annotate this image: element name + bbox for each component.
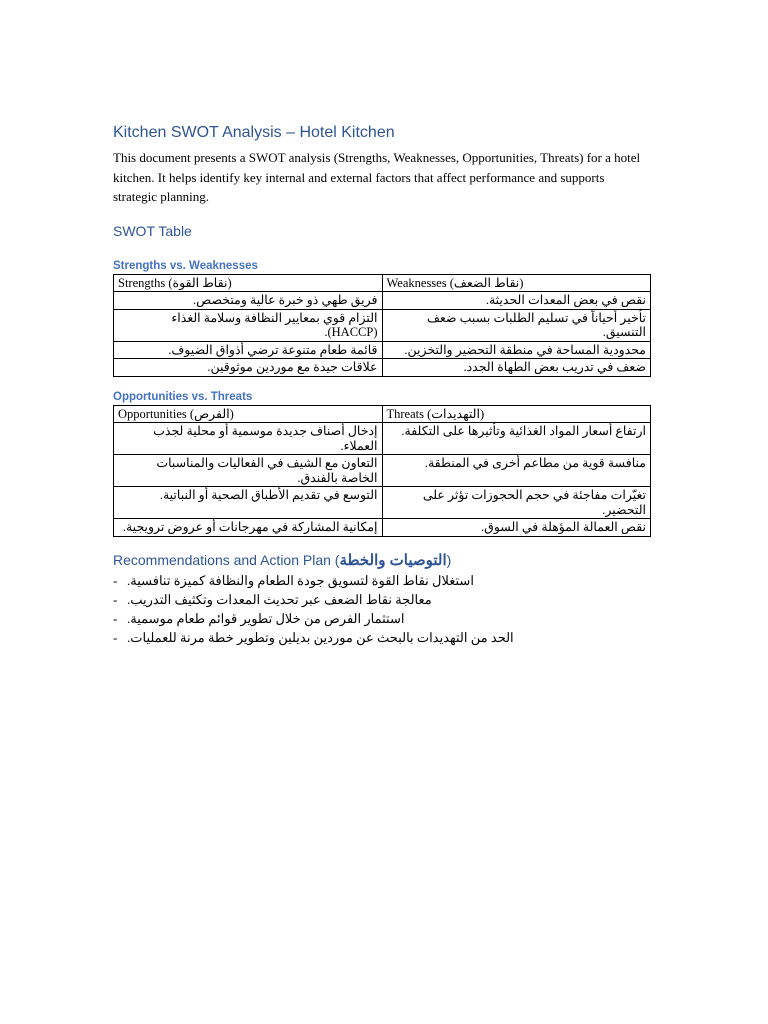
recommendation-text: استغلال نقاط القوة لتسويق جودة الطعام والنظافة كميزة تنافسية. [127,572,474,588]
threat-cell: تغيّرات مفاجئة في حجم الحجوزات تؤثر على التحضير. [382,487,651,519]
table-row [114,341,651,359]
threat-cell: ارتفاع أسعار المواد الغذائية وتأثيرها على التكلفة. [382,423,651,455]
opportunity-cell: إدخال أصناف جديدة موسمية أو محلية لجذب العملاء. [114,423,383,455]
list-dash: - [113,572,118,588]
opportunity-cell: التعاون مع الشيف في الفعاليات والمناسبات الخاصة بالفندق. [114,455,383,487]
strengths-weaknesses-heading: Strengths vs. Weaknesses [113,259,258,272]
table-row [114,423,651,455]
threats-header: Threats (التهديدات) [382,405,651,423]
strength-cell: علاقات جيدة مع موردين موثوقين. [114,359,383,377]
weakness-cell: محدودية المساحة في منطقة التحضير والتخزين. [382,341,651,359]
list-dash: - [113,629,118,645]
threat-cell: نقص العمالة المؤهلة في السوق. [382,519,651,537]
table-row [114,292,651,310]
weakness-cell: تأخير أحياناً في تسليم الطلبات بسبب ضعف التنسيق. [382,309,651,341]
list-item [113,609,651,628]
strength-cell: قائمة طعام متنوعة ترضي أذواق الضيوف. [114,341,383,359]
list-dash: - [113,610,118,626]
weaknesses-header: Weaknesses (نقاط الضعف) [382,274,651,292]
table-row [114,359,651,377]
recommendations-heading [113,551,651,569]
weakness-cell: نقص في بعض المعدات الحديثة. [382,292,651,310]
recommendations-heading-ar: التوصيات والخطة [339,551,447,569]
recommendations-list [113,571,651,647]
list-item [113,628,651,647]
recommendations-heading-en: Recommendations and Action Plan ( [113,551,340,568]
opportunity-cell: إمكانية المشاركة في مهرجانات أو عروض ترويجية. [114,519,383,537]
strengths-header: Strengths (نقاط القوة) [114,274,383,292]
recommendation-text: الحد من التهديدات بالبحث عن موردين بديلين وتطوير خطة مرنة للعمليات. [127,629,514,645]
list-item [113,571,651,590]
strengths-weaknesses-table [113,274,651,377]
opportunity-cell: التوسع في تقديم الأطباق الصحية أو النباتية. [114,487,383,519]
strength-cell: التزام قوي بمعايير النظافة وسلامة الغذاء (HACCP). [114,309,383,341]
opportunities-threats-table [113,405,651,537]
strength-cell: فريق طهي ذو خبرة عالية ومتخصص. [114,292,383,310]
table-row [114,455,651,487]
weakness-cell: ضعف في تدريب بعض الطهاة الجدد. [382,359,651,377]
list-dash: - [113,591,118,607]
recommendation-text: معالجة نقاط الضعف عبر تحديث المعدات وتكثيف التدريب. [127,591,432,607]
recommendations-heading-close: ) [446,551,452,568]
intro-paragraph: This document presents a SWOT analysis (Strengths, Weaknesses, Opportunities, Threats) for a hotel kitchen. It helps identify key internal and external factors that affect performance and supports strategic planning. [113,150,641,204]
table-header-row [114,405,651,423]
list-item [113,590,651,609]
swot-table-heading: SWOT Table [113,222,192,239]
table-row [114,487,651,519]
document-title: Kitchen SWOT Analysis – Hotel Kitchen [113,124,395,141]
opportunities-header: Opportunities (الفرص) [114,405,383,423]
document-content [113,124,651,647]
table-header-row [114,274,651,292]
table-row [114,519,651,537]
threat-cell: منافسة قوية من مطاعم أخرى في المنطقة. [382,455,651,487]
recommendation-text: استثمار الفرص من خلال تطوير قوائم طعام موسمية. [127,610,405,626]
opportunities-threats-heading: Opportunities vs. Threats [113,390,253,403]
table-row [114,309,651,341]
